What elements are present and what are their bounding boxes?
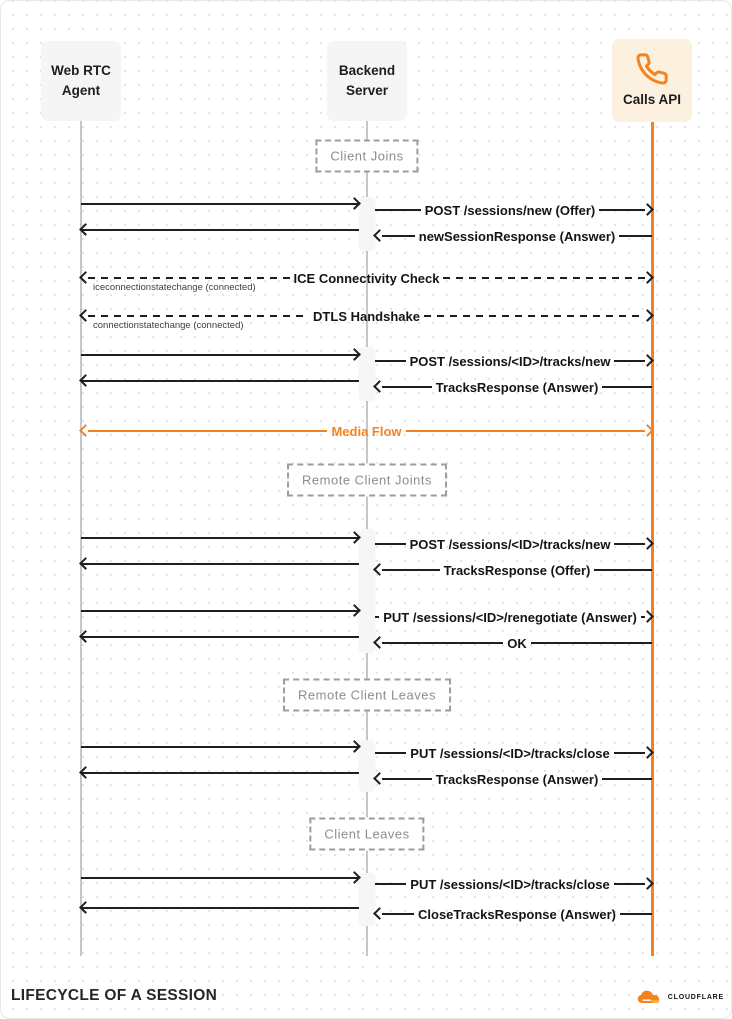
arrow-line — [375, 752, 406, 755]
activation-bar — [359, 197, 375, 251]
message-segment-left — [81, 601, 359, 621]
arrow-line — [81, 772, 359, 775]
arrow-line — [81, 229, 359, 232]
arrowhead-icon — [348, 604, 361, 617]
message-label: PUT /sessions/<ID>/tracks/close — [410, 745, 610, 761]
arrow-line — [88, 277, 290, 280]
arrow-line — [88, 430, 327, 433]
message-segment-right — [375, 226, 652, 246]
arrowhead-icon — [79, 424, 92, 437]
event-sublabel: connectionstatechange (connected) — [93, 320, 244, 331]
message-label: OK — [507, 635, 527, 651]
arrow-line — [375, 883, 406, 886]
message-segment-right — [375, 377, 652, 397]
arrow-line — [599, 209, 645, 212]
arrowhead-icon — [79, 766, 92, 779]
message-segment-left — [81, 868, 359, 888]
arrowhead-icon — [348, 197, 361, 210]
arrow-line — [375, 209, 421, 212]
arrow-line — [382, 569, 440, 572]
arrow-label: ICE Connectivity Check — [293, 270, 440, 286]
message-segment-left — [81, 371, 359, 391]
arrow-line — [382, 642, 503, 645]
arrowhead-icon — [79, 223, 92, 236]
arrow-line — [81, 746, 359, 749]
arrow-label: Media Flow — [331, 423, 402, 439]
arrow-line — [382, 778, 432, 781]
arrowhead-icon — [373, 229, 386, 242]
activation-bar — [359, 873, 375, 926]
arrow-line — [382, 235, 415, 238]
actor-calls-api — [612, 39, 692, 122]
message-label: POST /sessions/<ID>/tracks/new — [409, 353, 611, 369]
arrow-line — [443, 277, 645, 280]
phase-label-box — [309, 818, 424, 851]
arrow-line — [81, 203, 359, 206]
arrow-line — [619, 235, 652, 238]
arrowhead-icon — [641, 877, 654, 890]
arrowhead-icon — [79, 309, 92, 322]
message-segment-right — [375, 534, 652, 554]
arrowhead-icon — [641, 309, 654, 322]
arrowhead-icon — [641, 424, 654, 437]
arrow-line — [375, 360, 406, 363]
phone-icon — [635, 52, 669, 86]
arrowhead-icon — [79, 271, 92, 284]
phase-label-box — [315, 140, 418, 173]
actor-label: Server — [345, 83, 389, 98]
arrow-line — [375, 543, 406, 546]
arrowhead-icon — [373, 380, 386, 393]
message-label: POST /sessions/new (Offer) — [424, 202, 596, 218]
arrow-line — [406, 430, 645, 433]
arrowhead-icon — [641, 203, 654, 216]
page-title: LIFECYCLE OF A SESSION — [11, 987, 218, 1004]
arrow-line — [81, 563, 359, 566]
arrow-line — [81, 537, 359, 540]
actor-label: Calls API — [622, 91, 682, 107]
arrow-line — [602, 778, 652, 781]
message-segment-right — [375, 633, 652, 653]
arrowhead-icon — [348, 348, 361, 361]
message-segment-left — [81, 554, 359, 574]
message-segment-right — [375, 904, 652, 924]
activation-bar — [359, 347, 375, 401]
phase-label-box — [287, 464, 447, 497]
phase-label: Remote Client Leaves — [298, 687, 436, 703]
arrowhead-icon — [348, 871, 361, 884]
actor-webrtc-agent — [41, 41, 121, 121]
arrow-line — [594, 569, 652, 572]
arrowhead-icon — [641, 610, 654, 623]
activation-bar — [359, 740, 375, 792]
arrow-line — [531, 642, 652, 645]
arrowhead-icon — [641, 537, 654, 550]
phase-label: Remote Client Joints — [302, 472, 432, 488]
arrowhead-icon — [79, 557, 92, 570]
message-label: POST /sessions/<ID>/tracks/new — [409, 536, 611, 552]
actor-label: Web RTC — [51, 63, 111, 79]
message-segment-left — [81, 737, 359, 757]
media-flow-arrow — [81, 421, 652, 441]
arrow-line — [620, 913, 652, 916]
arrow-line — [382, 913, 414, 916]
message-segment-left — [81, 763, 359, 783]
arrow-label: DTLS Handshake — [313, 308, 420, 324]
event-sublabel: iceconnectionstatechange (connected) — [93, 282, 256, 293]
arrowhead-icon — [641, 271, 654, 284]
arrowhead-icon — [373, 636, 386, 649]
message-segment-left — [81, 194, 359, 214]
message-segment-right — [375, 607, 652, 627]
actor-backend-server — [327, 41, 407, 121]
message-segment-right — [375, 874, 652, 894]
arrowhead-icon — [641, 354, 654, 367]
message-label: PUT /sessions/<ID>/tracks/close — [410, 876, 610, 892]
arrowhead-icon — [79, 630, 92, 643]
message-segment-right — [375, 560, 652, 580]
arrowhead-icon — [373, 907, 386, 920]
arrow-line — [602, 386, 652, 389]
arrowhead-icon — [348, 531, 361, 544]
arrow-line — [81, 877, 359, 880]
cloudflare-cloud-icon — [636, 990, 665, 1005]
arrowhead-icon — [373, 563, 386, 576]
message-segment-right — [375, 743, 652, 763]
arrowhead-icon — [79, 901, 92, 914]
brand-logo — [636, 990, 724, 1005]
message-segment-left — [81, 220, 359, 240]
actor-label: Backend — [338, 63, 396, 79]
arrow-line — [88, 315, 309, 318]
activation-bar — [359, 529, 375, 653]
arrowhead-icon — [348, 740, 361, 753]
arrow-line — [81, 636, 359, 639]
message-label: CloseTracksResponse (Answer) — [418, 906, 616, 922]
message-segment-left — [81, 898, 359, 918]
message-segment-left — [81, 528, 359, 548]
arrowhead-icon — [641, 746, 654, 759]
arrowhead-icon — [373, 772, 386, 785]
brand-wordmark: CLOUDFLARE — [667, 994, 724, 1001]
message-label: TracksResponse (Offer) — [443, 562, 591, 578]
arrow-line — [81, 907, 359, 910]
actor-label: Agent — [61, 83, 101, 98]
message-segment-left — [81, 345, 359, 365]
phase-label-box — [283, 679, 451, 712]
message-segment-right — [375, 351, 652, 371]
phase-label: Client Joins — [330, 148, 404, 164]
message-label: PUT /sessions/<ID>/renegotiate (Answer) — [383, 609, 637, 625]
arrow-line — [81, 380, 359, 383]
arrow-line — [81, 610, 359, 613]
message-label: TracksResponse (Answer) — [435, 379, 599, 395]
message-segment-left — [81, 627, 359, 647]
message-label: TracksResponse (Answer) — [435, 771, 599, 787]
arrow-line — [81, 354, 359, 357]
message-segment-right — [375, 200, 652, 220]
phase-label: Client Leaves — [324, 826, 410, 842]
arrow-line — [424, 315, 645, 318]
arrow-line — [382, 386, 432, 389]
arrowhead-icon — [79, 374, 92, 387]
message-label: newSessionResponse (Answer) — [418, 228, 616, 244]
message-segment-right — [375, 769, 652, 789]
